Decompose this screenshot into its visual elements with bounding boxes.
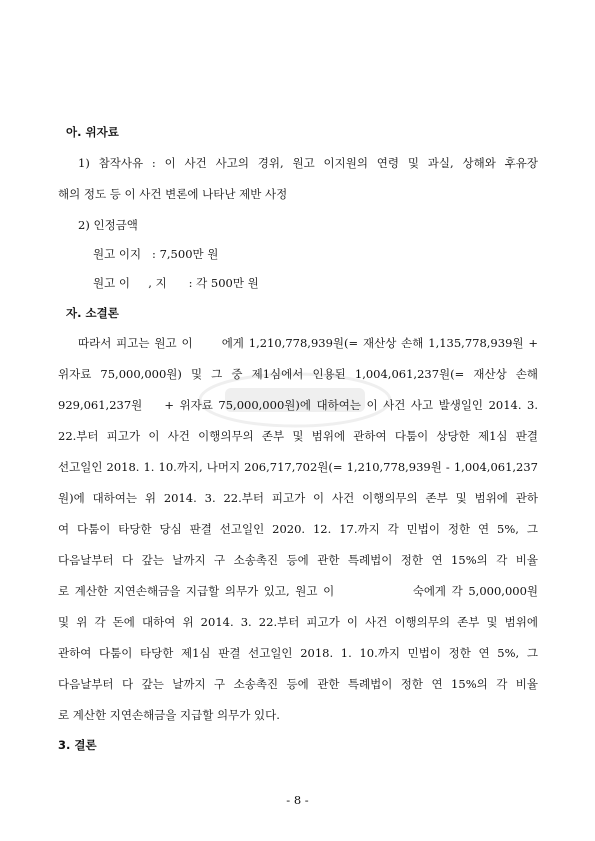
conclusion-line: 원)에 대하여는 위 2014. 3. 22.부터 피고가 이 사건 이행의무의 존부 및 범위에 관하 <box>58 491 538 505</box>
amount-line-1: 원고 이지 : 7,500만 원 <box>93 247 219 261</box>
conclusion-line: 관하여 다툼이 타당한 제1심 판결 선고일인 2018. 1. 10.까지 민법이 정한 연 5%, 그 <box>58 646 538 660</box>
conclusion-line: 로 계산한 지연손해금을 지급할 의무가 있다. <box>58 708 280 722</box>
item1-line2: 해의 정도 등 이 사건 변론에 나타난 제반 사정 <box>58 187 288 201</box>
conclusion-line: 다음날부터 다 갚는 날까지 구 소송촉진 등에 관한 특례법이 정한 연 15%의 각 비율 <box>58 677 538 691</box>
item1-line1: 1) 참작사유 : 이 사건 사고의 경위, 원고 이지원의 연령 및 과실, 상해와 후유장 <box>78 156 538 170</box>
section-heading-conclusion: 자. 소결론 <box>66 306 119 320</box>
conclusion-line: 로 계산한 지연손해금을 지급할 의무가 있고, 원고 이 숙에게 각 5,000,000원 <box>58 584 538 598</box>
page-number: - 8 - <box>286 793 309 807</box>
conclusion-line: 따라서 피고는 원고 이 에게 1,210,778,939원(= 재산상 손해 1,135,778,939원 + <box>78 336 538 350</box>
section-heading-final: 3. 결론 <box>58 738 97 752</box>
conclusion-line: 다음날부터 다 갚는 날까지 구 소송촉진 등에 관한 특례법이 정한 연 15%의 각 비율 <box>58 553 538 567</box>
conclusion-line: 선고일인 2018. 1. 10.까지, 나머지 206,717,702원(= 1,210,778,939원 - 1,004,061,237 <box>58 460 538 474</box>
amount-line-2: 원고 이 , 지 : 각 500만 원 <box>93 276 259 290</box>
conclusion-line: 및 위 각 돈에 대하여 위 2014. 3. 22.부터 피고가 이 사건 이행의무의 존부 및 범위에 <box>58 615 538 629</box>
conclusion-line: 위자료 75,000,000원) 및 그 중 제1심에서 인용된 1,004,061,237원(= 재산상 손해 <box>58 367 538 381</box>
conclusion-line: 929,061,237원 + 위자료 75,000,000원)에 대하여는 이 사건 사고 발생일인 2014. 3. <box>58 398 538 412</box>
section-heading-consolation: 아. 위자료 <box>66 125 119 139</box>
item2-label: 2) 인정금액 <box>78 218 138 232</box>
conclusion-line: 여 다툼이 타당한 당심 판결 선고일인 2020. 12. 17.까지 각 민법이 정한 연 5%, 그 <box>58 522 538 536</box>
conclusion-line: 22.부터 피고가 이 사건 이행의무의 존부 및 범위에 관하여 다툼이 상당한 제1심 판결 <box>58 429 538 443</box>
